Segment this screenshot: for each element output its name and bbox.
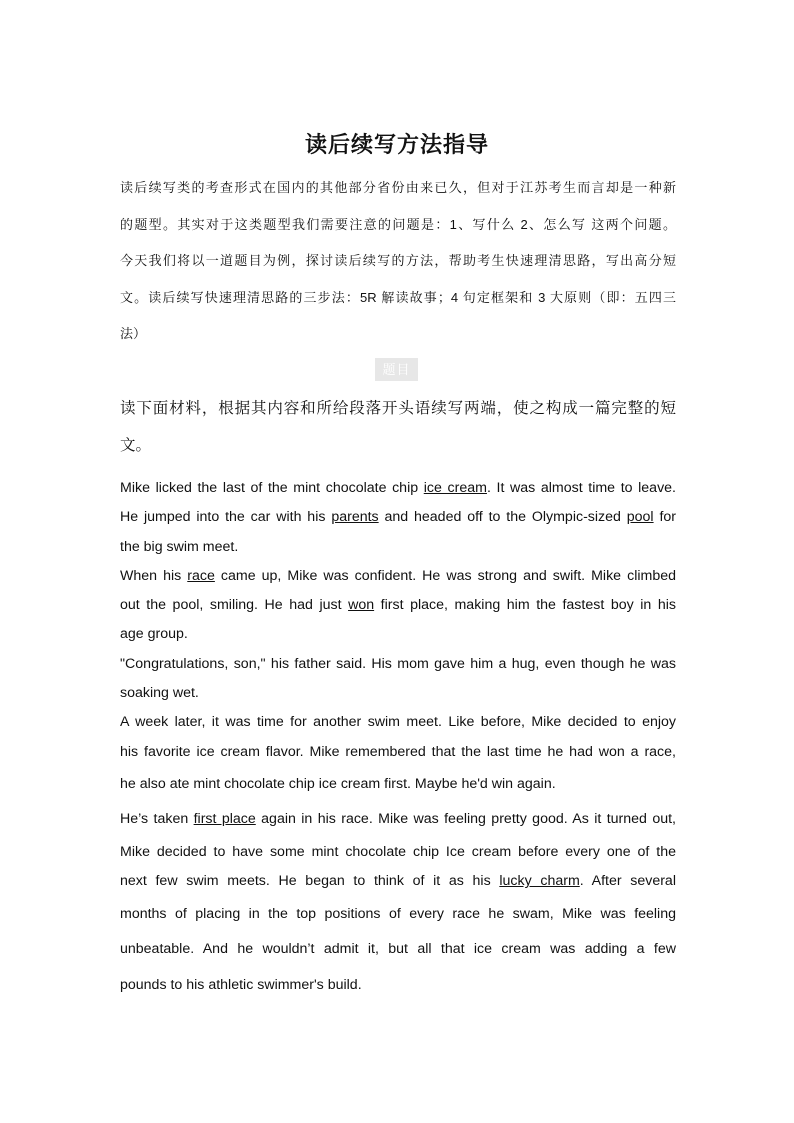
story-line: He’s taken first place again in his race. Mike was feeling pretty good. As it turned out,	[120, 811, 676, 828]
underlined-word: race	[187, 567, 215, 584]
story-line: Mike decided to have some mint chocolate chip Ice cream before every one of the	[120, 843, 676, 860]
instruction-line: 读下面材料，根据其内容和所给段落开头语续写两端，使之构成一篇完整的短	[120, 400, 676, 417]
intro-line: 文。读后续写快速理清思路的三步法：5R 解读故事；4 句定框架和 3 大原则（即：五四三	[120, 289, 676, 305]
story-text	[120, 474, 676, 1003]
instruction-paragraph	[120, 390, 676, 464]
intro-line: 的题型。其实对于这类题型我们需要注意的问题是：1、写什么 2、怎么写 这两个问题。	[120, 216, 676, 232]
story-line: A week later, it was time for another swim meet. Like before, Mike decided to enjoy	[120, 714, 676, 731]
intro-line: 法）	[120, 326, 147, 341]
story-line: soaking wet.	[120, 685, 199, 702]
underlined-word: lucky charm	[499, 873, 580, 890]
underlined-word: first place	[193, 811, 256, 828]
story-line: pounds to his athletic swimmer's build.	[120, 976, 362, 993]
topic-badge: 题目	[375, 358, 418, 381]
story-line: He jumped into the car with his parents and headed off to the Olympic-sized pool for	[120, 509, 677, 526]
story-line: the big swim meet.	[120, 538, 239, 555]
intro-line: 今天我们将以一道题目为例，探讨读后续写的方法，帮助考生快速理清思路，写出高分短	[120, 253, 676, 268]
page-title: 读后续写方法指导	[304, 132, 489, 158]
story-line: Mike licked the last of the mint chocolate chip ice cream. It was almost time to leave.	[120, 480, 677, 496]
story-line: months of placing in the top positions of every race he swam, Mike was feeling	[120, 905, 676, 922]
story-line: age group.	[120, 626, 188, 643]
intro-line: 读后续写类的考查形式在国内的其他部分省份由来已久，但对于江苏考生而言却是一种新	[120, 180, 676, 195]
story-line: unbeatable. And he wouldn’t admit it, but all that ice cream was adding a few	[120, 941, 676, 958]
underlined-word: parents	[331, 509, 379, 526]
story-line: his favorite ice cream flavor. Mike remembered that the last time he had won a race,	[120, 743, 676, 760]
instruction-line: 文。	[120, 437, 152, 454]
intro-paragraph	[120, 170, 676, 353]
underlined-word: ice cream	[423, 480, 487, 496]
underlined-word: won	[348, 597, 375, 614]
story-line: next few swim meets. He began to think of it as his lucky charm. After several	[120, 873, 676, 890]
story-line: "Congratulations, son," his father said. His mom gave him a hug, even though he was	[120, 655, 676, 672]
underlined-word: pool	[626, 509, 654, 526]
story-line: out the pool, smiling. He had just won first place, making him the fastest boy in his	[120, 597, 676, 614]
story-line: he also ate mint chocolate chip ice cream first. Maybe he'd win again.	[120, 775, 556, 792]
story-line: When his race came up, Mike was confident. He was strong and swift. Mike climbed	[120, 567, 676, 584]
